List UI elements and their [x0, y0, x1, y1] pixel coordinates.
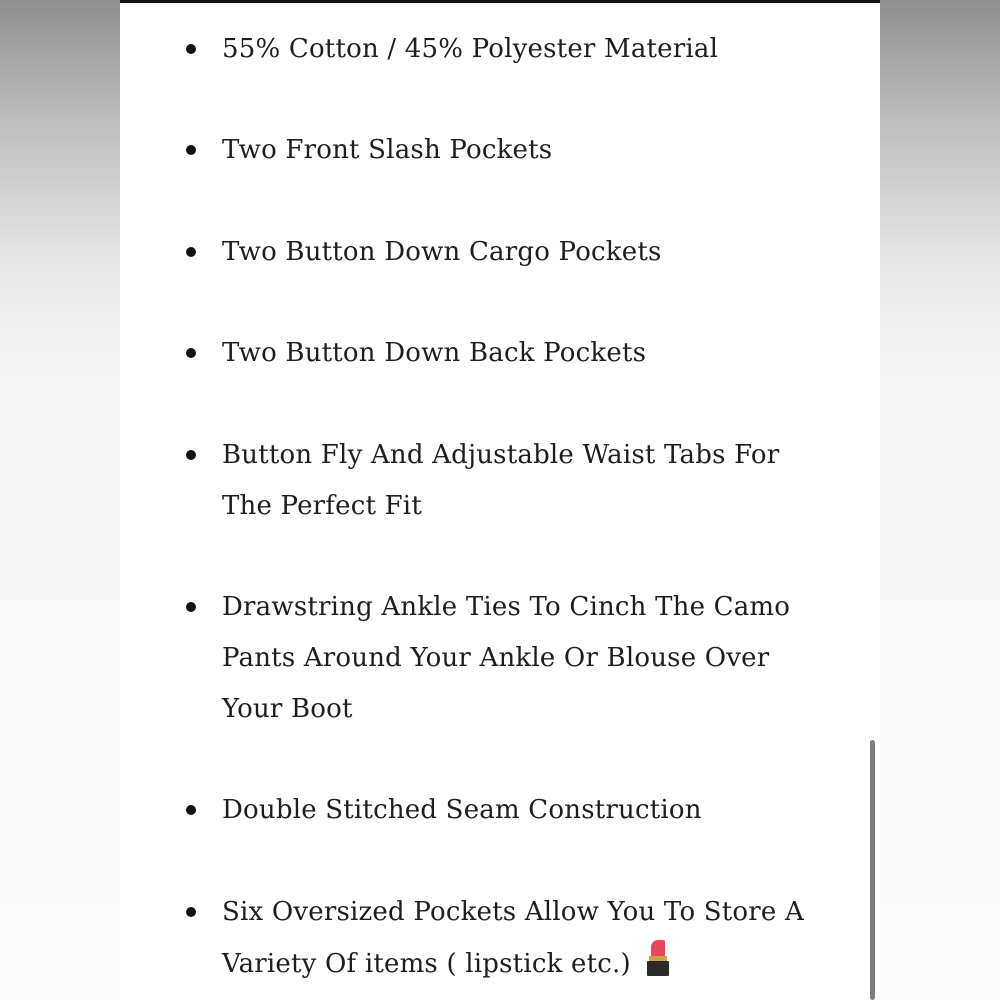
bullet-icon: [186, 450, 196, 460]
bullet-icon: [186, 145, 196, 155]
bullet-icon: [186, 805, 196, 815]
content-panel: [120, 0, 880, 1000]
feature-text: 55% Cotton / 45% Polyester Material: [222, 34, 719, 64]
feature-text: Drawstring Ankle Ties To Cinch The Camo Pants Around Your Ankle Or Blouse Over Your Boot: [222, 592, 791, 724]
lipstick-icon: [645, 938, 671, 978]
lipstick-bullet: [651, 940, 665, 956]
feature-text: Double Stitched Seam Construction: [222, 795, 702, 825]
bullet-icon: [186, 44, 196, 54]
feature-text: Two Button Down Back Pockets: [222, 338, 647, 368]
bullet-icon: [186, 907, 196, 917]
feature-text: Two Front Slash Pockets: [222, 135, 553, 165]
feature-text-with-icon: [222, 887, 832, 990]
feature-text: Two Button Down Cargo Pockets: [222, 237, 662, 267]
bullet-icon: [186, 247, 196, 257]
lipstick-case: [647, 961, 669, 976]
bullet-icon: [186, 602, 196, 612]
bullet-icon: [186, 348, 196, 358]
feature-text: Button Fly And Adjustable Waist Tabs For The Perfect Fit: [222, 440, 780, 521]
top-divider: [120, 0, 880, 3]
scrollbar-thumb[interactable]: [870, 740, 875, 1000]
feature-text: Six Oversized Pockets Allow You To Store A Variety Of items ( lipstick etc.): [222, 897, 804, 979]
